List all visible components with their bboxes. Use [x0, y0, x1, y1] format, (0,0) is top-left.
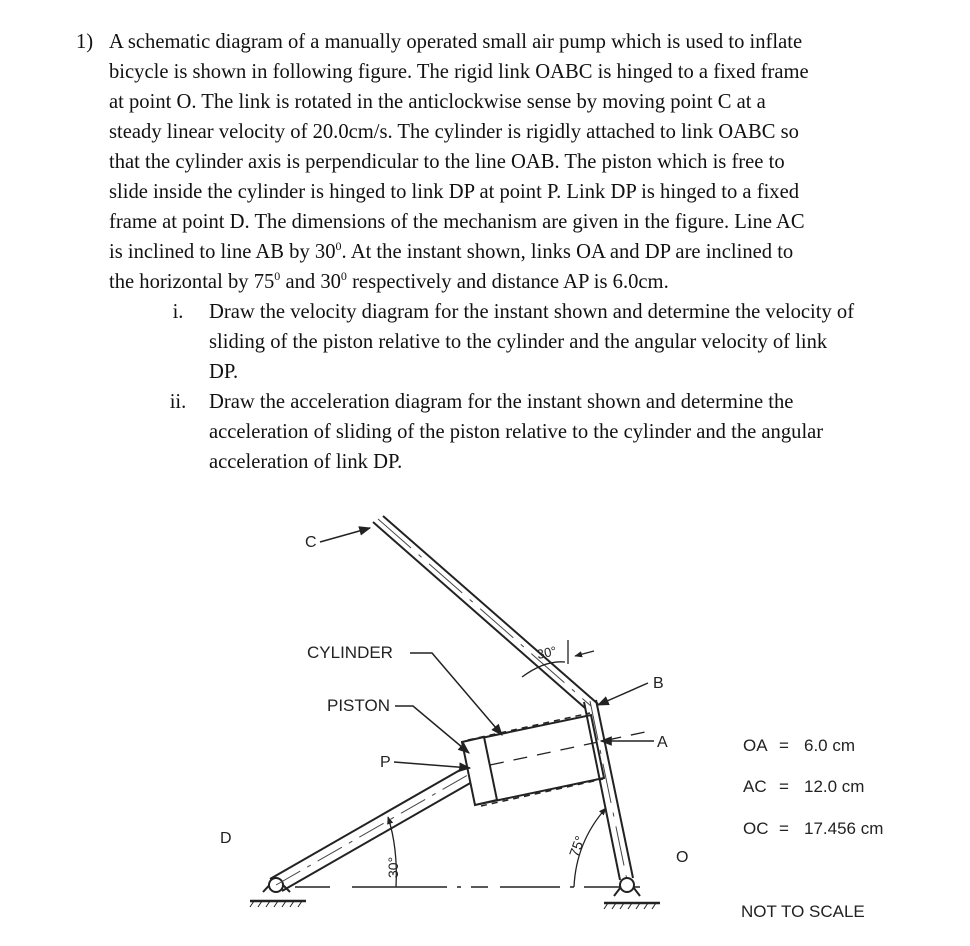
- question-line: at point O. The link is rotated in the anticlockwise sense by moving point C at a: [109, 91, 766, 113]
- label-cylinder: CYLINDER: [307, 643, 393, 662]
- question-line: bicycle is shown in following figure. The rigid link OABC is hinged to a fixed frame: [109, 61, 809, 83]
- label-angle-dp: 30°: [385, 856, 401, 878]
- question-line: that the cylinder axis is perpendicular to the line OAB. The piston which is free to: [109, 151, 785, 173]
- dim-ac-eq: =: [779, 777, 789, 796]
- dim-oc-value: 17.456 cm: [804, 819, 884, 838]
- question-line: frame at point D. The dimensions of the mechanism are given in the figure. Line AC: [109, 211, 805, 233]
- not-to-scale-note: NOT TO SCALE: [741, 902, 865, 921]
- dim-oc-eq: =: [779, 819, 789, 838]
- mechanism-figure: [0, 470, 970, 946]
- leader-piston: [395, 706, 469, 753]
- leader-b: [598, 683, 648, 705]
- sub-question-ii: [169, 387, 906, 477]
- dimension-table: [743, 736, 883, 838]
- sub-question-number: ii.: [169, 391, 187, 413]
- link-dp: [270, 762, 486, 891]
- dim-oa-value: 6.0 cm: [804, 736, 856, 755]
- label-angle-oa: 75°: [565, 833, 589, 860]
- velocity-arrow-c: [320, 528, 370, 542]
- link-ac: [373, 516, 598, 708]
- question-line-angles: the horizontal by $75^0$ and $30^0$ respectively and distance AP is 6.0cm.: [109, 269, 669, 293]
- question-body: [109, 27, 906, 477]
- leader-p: [394, 762, 470, 768]
- question-block: [76, 27, 906, 477]
- question-line: slide inside the cylinder is hinged to link DP at point P. Link DP is hinged to a fixed: [109, 181, 800, 203]
- sub-question-line: sliding of the piston relative to the cylinder and the angular velocity of link: [209, 331, 828, 353]
- dim-ac-label: AC: [743, 777, 767, 796]
- question-line-angle-ac: is inclined to line AB by $30^0$. At the instant shown, links OA and DP are inclined to: [109, 239, 794, 263]
- label-d: D: [220, 830, 232, 847]
- leader-cylinder: [410, 653, 502, 735]
- sub-question-line: Draw the velocity diagram for the instant shown and determine the velocity of: [209, 301, 855, 323]
- dim-oa-label: OA: [743, 736, 768, 755]
- sub-question-i: [172, 297, 906, 387]
- label-p: P: [380, 754, 391, 771]
- fixed-pivot-o: [604, 878, 660, 909]
- label-angle-ac: 30°: [535, 643, 558, 662]
- dim-oa-eq: =: [779, 736, 789, 755]
- sub-question-line: acceleration of link DP.: [209, 451, 403, 473]
- label-a: A: [657, 734, 668, 751]
- angle-arrow-ac: [575, 651, 594, 656]
- sub-question-line: acceleration of sliding of the piston relative to the cylinder and the angular: [209, 421, 824, 443]
- label-piston: PISTON: [327, 696, 390, 715]
- sub-question-number: i.: [172, 301, 184, 323]
- label-c: C: [305, 534, 317, 551]
- label-b: B: [653, 675, 664, 692]
- sub-question-line: Draw the acceleration diagram for the instant shown and determine the: [209, 391, 794, 413]
- question-line: A schematic diagram of a manually operated small air pump which is used to inflate: [109, 31, 803, 53]
- dim-ac-value: 12.0 cm: [804, 777, 865, 796]
- label-o: O: [676, 849, 689, 866]
- question-line: steady linear velocity of 20.0cm/s. The cylinder is rigidly attached to link OABC so: [109, 121, 799, 143]
- dim-oc-label: OC: [743, 819, 769, 838]
- question-number: 1): [76, 31, 94, 53]
- sub-question-line: DP.: [209, 361, 239, 383]
